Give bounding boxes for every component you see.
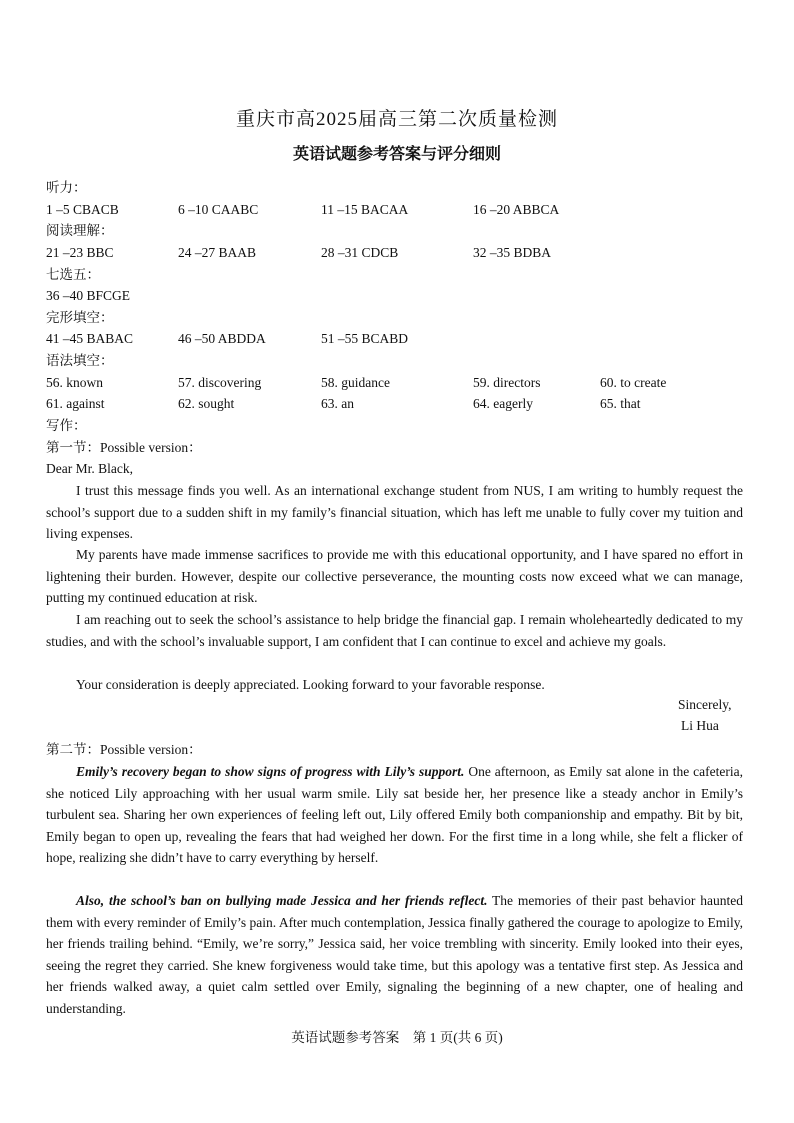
story-topic-sentence: Emily’s recovery began to show signs of progress with Lily’s support. — [76, 764, 465, 779]
letter-paragraph: My parents have made immense sacrifices to provide me with this educational opportunity, and I have spared no effort in lightening their burden. However, despite our collective perseverance, the mounting costs now exceed what we can manage, putting my continued education at risk. — [46, 547, 743, 606]
letter-paragraph: I trust this message finds you well. As an international exchange student from NUS, I am writing to humbly request the school’s support due to a sudden shift in my family’s financial situation, which has left me unable to fully cover my tuition and living expenses. — [46, 483, 743, 542]
reading-label: 阅读理解： — [46, 223, 114, 238]
answer-group: 6 –10 CAABC — [178, 202, 259, 217]
writing-label: 写作： — [46, 418, 87, 433]
answer-group: 28 –31 CDCB — [321, 245, 399, 260]
page-subtitle: 英语试题参考答案与评分细则 — [292, 146, 501, 163]
listening-label: 听力： — [46, 180, 87, 195]
grammar-answer: 63. an — [321, 396, 354, 411]
page-footer: 英语试题参考答案 第 1 页(共 6 页) — [291, 1030, 503, 1045]
answer-group: 41 –45 BABAC — [46, 331, 134, 346]
answer-group: 36 –40 BFCGE — [46, 288, 131, 303]
cloze-label: 完形填空： — [46, 310, 114, 325]
section1-label: 第一节：Possible version： — [46, 440, 202, 455]
story-paragraph — [46, 761, 743, 869]
seven-label: 七选五： — [46, 267, 100, 282]
grammar-answer: 57. discovering — [178, 375, 262, 390]
story-body: One afternoon, as Emily sat alone in the cafeteria, she noticed Lily approaching with her usual warm smile. Lily sat beside her, her presence like a steady anchor in Emily’s turbulent sea. Sharing her own experiences of feeling left out, Lily offered Emily both companionship and empathy. Bit by bit, Emily began to open up, revealing the fears that had weighed her down. For the first time in a long while, she felt a flicker of hope, realizing she didn’t have to carry everything by herself. — [46, 764, 744, 866]
answer-group: 46 –50 ABDDA — [178, 331, 266, 346]
answer-group: 11 –15 BACAA — [321, 202, 409, 217]
answer-group: 21 –23 BBC — [46, 245, 114, 260]
grammar-answer: 59. directors — [473, 375, 541, 390]
story-topic-sentence: Also, the school’s ban on bullying made Jessica and her friends reflect. — [76, 893, 488, 908]
letter-signature: Li Hua — [681, 718, 719, 733]
grammar-answer: 60. to create — [600, 375, 667, 390]
answer-group: 24 –27 BAAB — [178, 245, 257, 260]
answer-group: 51 –55 BCABD — [321, 331, 409, 346]
letter-closing: Sincerely, — [678, 697, 732, 712]
letter-greeting: Dear Mr. Black, — [46, 461, 133, 476]
grammar-label: 语法填空： — [46, 353, 114, 368]
page-title: 重庆市高2025届高三第二次质量检测 — [235, 109, 558, 130]
letter-paragraph: Your consideration is deeply appreciated. Looking forward to your favorable response. — [76, 677, 545, 692]
grammar-answer: 62. sought — [178, 396, 235, 411]
grammar-answer: 61. against — [46, 396, 105, 411]
story-body: The memories of their past behavior haunted them with every reminder of Emily’s pain. After much contemplation, Jessica finally gathered the courage to apologize to Emily, her friends trailing behind. “Emily, we’re sorry,” Jessica said, her voice trembling with sincerity. Emily looked into their eyes, seeing the regret they carried. She knew forgiveness would take time, but this apology was a tentative first step. As Jessica and her friends walked away, a quiet calm settled over Emily, signaling the beginning of a new chapter, one of healing and understanding. — [46, 893, 743, 1016]
answer-group: 1 –5 CBACB — [46, 202, 119, 217]
grammar-answer: 65. that — [600, 396, 641, 411]
grammar-answer: 58. guidance — [321, 375, 390, 390]
section2-label: 第二节：Possible version： — [46, 742, 202, 757]
story-paragraph — [46, 890, 743, 1020]
grammar-answer: 64. eagerly — [473, 396, 533, 411]
answer-group: 16 –20 ABBCA — [473, 202, 560, 217]
letter-paragraph: I am reaching out to seek the school’s assistance to help bridge the financial gap. I remain wholeheartedly dedicated to my studies, and with the school’s invaluable support, I am confident that I can continue to excel and achieve my goals. — [46, 612, 743, 649]
answer-group: 32 –35 BDBA — [473, 245, 552, 260]
grammar-answer: 56. known — [46, 375, 103, 390]
